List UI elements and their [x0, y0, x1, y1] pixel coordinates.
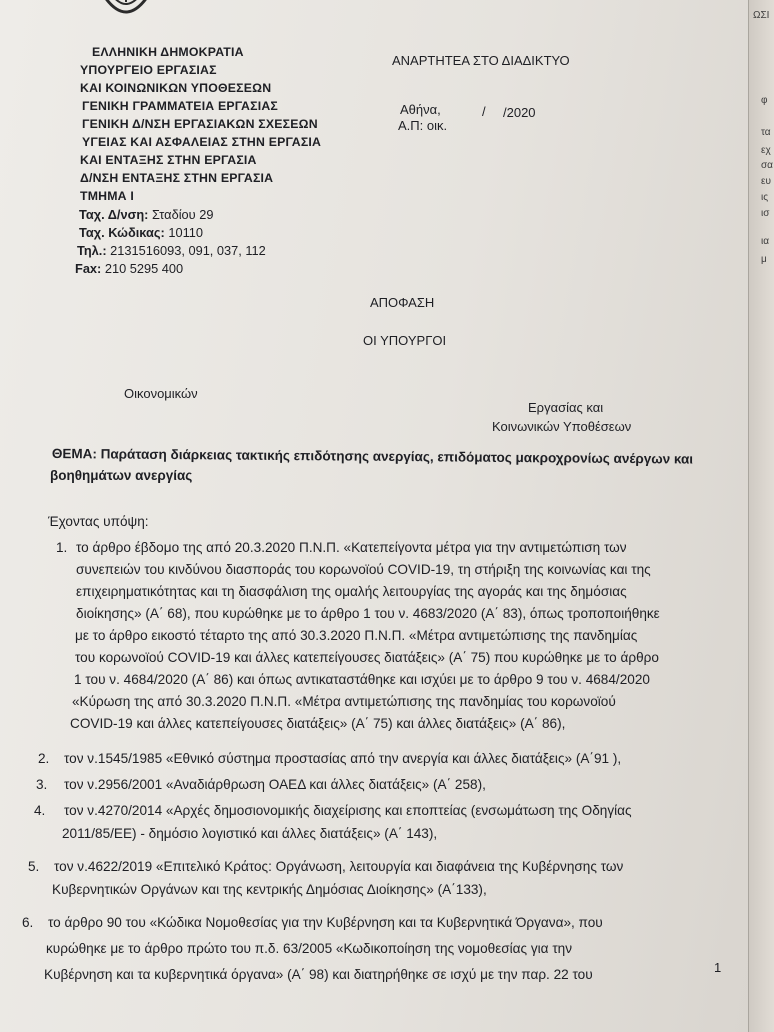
- contact-fax: Fax: 210 5295 400: [75, 261, 184, 276]
- item-1-line-3: επιχειρηματικότητας και τη διασφάλιση της ομαλής λειτουργίας της αγοράς και της δημόσιας: [76, 584, 627, 599]
- ministers-title: ΟΙ ΥΠΟΥΡΓΟΙ: [363, 333, 447, 348]
- side-fragment: εχ: [761, 145, 771, 156]
- header-line-5: ΓΕΝΙΚΗ Δ/ΝΣΗ ΕΡΓΑΣΙΑΚΩΝ ΣΧΕΣΕΩΝ: [82, 117, 318, 131]
- side-fragment: ισ: [761, 208, 770, 219]
- item-number: 1.: [56, 540, 68, 555]
- side-fragment: φ: [761, 95, 768, 106]
- considering-heading: Έχοντας υπόψη:: [48, 514, 149, 529]
- minister-labour-line-1: Εργασίας και: [528, 400, 604, 415]
- item-6-line-3: Κυβέρνηση και τα κυβερνητικά όργανα» (Α΄ 98) και διατηρήθηκε σε ισχύ με την παρ. 22 του: [44, 967, 593, 982]
- protocol-number: Α.Π: οικ.: [398, 118, 448, 133]
- header-line-4: ΓΕΝΙΚΗ ΓΡΑΜΜΑΤΕΙΑ ΕΡΓΑΣΙΑΣ: [82, 99, 278, 113]
- side-fragment: ις: [761, 192, 769, 203]
- side-fragment: ια: [761, 236, 770, 247]
- header-line-8: Δ/ΝΣΗ ΕΝΤΑΞΗΣ ΣΤΗΝ ΕΡΓΑΣΙΑ: [80, 171, 274, 185]
- item-1-line-6: του κορωνοϊού COVID-19 και άλλες κατεπείγουσες διατάξεις» (Α΄ 75) που κυρώθηκε με το άρθρο: [75, 650, 659, 665]
- side-fragment: ΩΣΙ: [753, 10, 770, 21]
- contact-postcode: Ταχ. Κώδικας: 10110: [79, 225, 203, 240]
- subject-line-2: βοηθημάτων ανεργίας: [50, 468, 193, 483]
- side-fragment: ευ: [761, 176, 771, 187]
- posting-note: ΑΝΑΡΤΗΤΕΑ ΣΤΟ ΔΙΑΔΙΚΤΥΟ: [392, 53, 570, 68]
- item-1-line-9: COVID-19 και άλλες κατεπείγουσες διατάξεις» (Α΄ 75) και άλλες διατάξεις» (Α΄ 86),: [70, 716, 566, 731]
- item-6-line-2: κυρώθηκε με το άρθρο πρώτο του π.δ. 63/2005 «Κωδικοποίηση της νομοθεσίας για την: [46, 941, 573, 956]
- item-number: 3.: [36, 777, 48, 792]
- header-line-7: ΚΑΙ ΕΝΤΑΞΗΣ ΣΤΗΝ ΕΡΓΑΣΙΑ: [80, 153, 257, 167]
- item-1-line-1: το άρθρο έβδομο της από 20.3.2020 Π.Ν.Π. «Κατεπείγοντα μέτρα για την αντιμετώπιση των: [76, 540, 627, 555]
- header-line-2: ΥΠΟΥΡΓΕΙΟ ΕΡΓΑΣΙΑΣ: [80, 63, 217, 77]
- item-5-line-2: Κυβερνητικών Οργάνων και της κεντρικής Δημόσιας Διοίκησης» (Α΄133),: [52, 882, 487, 897]
- item-1-line-5: με το άρθρο εικοστό τέταρτο της από 30.3.2020 Π.Ν.Π. «Μέτρα αντιμετώπισης της πανδημίας: [75, 628, 638, 643]
- item-1-line-7: 1 του ν. 4684/2020 (Α΄ 86) και όπως αντικαταστάθηκε και ισχύει με το άρθρο 9 του ν. 4684/2020: [74, 672, 650, 687]
- header-line-9: ΤΜΗΜΑ Ι: [80, 189, 134, 203]
- greek-emblem-icon: [86, 0, 166, 22]
- subject-line-1: ΘΕΜΑ: Παράταση διάρκειας τακτικής επιδότησης ανεργίας, επιδόματος μακροχρονίως ανέργων και: [51, 446, 694, 467]
- minister-finance: Οικονομικών: [124, 386, 198, 401]
- item-number: 5.: [28, 859, 40, 874]
- side-fragment: μ: [761, 254, 767, 265]
- item-1-line-4: διοίκησης» (Α΄ 68), που κυρώθηκε με το άρθρο 1 του ν. 4683/2020 (Α΄ 83), όπως τροποποιήθηκε: [76, 606, 660, 621]
- header-line-1: ΕΛΛΗΝΙΚΗ ΔΗΜΟΚΡΑΤΙΑ: [92, 45, 244, 59]
- page-number: 1: [714, 960, 722, 975]
- item-4-line-1: τον ν.4270/2014 «Αρχές δημοσιονομικής διαχείρισης και εποπτείας (ενσωμάτωση της Οδηγίας: [64, 803, 632, 818]
- item-number: 2.: [38, 751, 50, 766]
- adjacent-page-edge: [748, 0, 774, 1032]
- item-2-line-1: τον ν.1545/1985 «Εθνικό σύστημα προστασίας από την ανεργία και άλλες διατάξεις» (Α΄91 ),: [64, 751, 622, 766]
- date-year: /2020: [503, 105, 536, 120]
- item-number: 6.: [22, 915, 34, 930]
- side-fragment: τα: [761, 127, 771, 138]
- place-date: Αθήνα,: [400, 102, 441, 117]
- item-3-line-1: τον ν.2956/2001 «Αναδιάρθρωση ΟΑΕΔ και άλλες διατάξεις» (Α΄ 258),: [64, 777, 486, 792]
- decision-title: ΑΠΟΦΑΣΗ: [370, 295, 435, 310]
- minister-labour-line-2: Κοινωνικών Υποθέσεων: [492, 419, 632, 434]
- header-line-6: ΥΓΕΙΑΣ ΚΑΙ ΑΣΦΑΛΕΙΑΣ ΣΤΗΝ ΕΡΓΑΣΙΑ: [82, 135, 322, 149]
- side-fragment: σα: [761, 160, 773, 171]
- item-5-line-1: τον ν.4622/2019 «Επιτελικό Κράτος: Οργάνωση, λειτουργία και διαφάνεια της Κυβέρνησης των: [54, 859, 624, 874]
- item-1-line-8: «Κύρωση της από 30.3.2020 Π.Ν.Π. «Μέτρα αντιμετώπισης της πανδημίας του κορωνοϊού: [72, 694, 616, 709]
- item-6-line-1: το άρθρο 90 του «Κώδικα Νομοθεσίας για την Κυβέρνηση και τα Κυβερνητικά Όργανα», που: [48, 915, 603, 930]
- item-1-line-2: συνεπειών του κινδύνου διασποράς του κορωνοϊού COVID-19, τη στήριξη της κοινωνίας και της: [76, 562, 651, 577]
- item-4-line-2: 2011/85/ΕΕ) - δημόσιο λογιστικό και άλλες διατάξεις» (Α΄ 143),: [62, 826, 438, 841]
- item-number: 4.: [34, 803, 46, 818]
- date-slash: /: [482, 104, 486, 119]
- contact-address: Ταχ. Δ/νση: Σταδίου 29: [79, 207, 214, 222]
- contact-phone: Τηλ.: 2131516093, 091, 037, 112: [77, 243, 266, 258]
- header-line-3: ΚΑΙ ΚΟΙΝΩΝΙΚΩΝ ΥΠΟΘΕΣΕΩΝ: [80, 81, 272, 95]
